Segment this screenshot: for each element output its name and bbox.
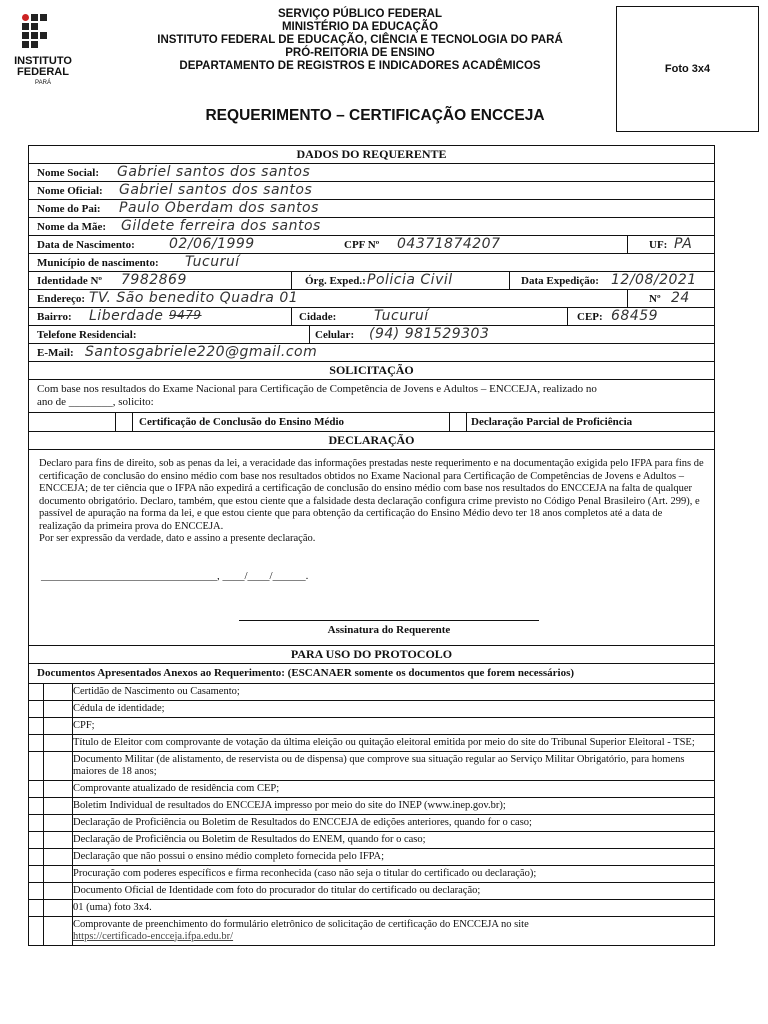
field-nome-oficial[interactable]: Gabriel santos dos santos: [119, 182, 313, 198]
document-item-label: Comprovante de preenchimento do formulário eletrônico de solicitação de certificação do ENCCEJA no site: [73, 918, 529, 930]
document-checkbox[interactable]: [43, 752, 73, 780]
field-data-expedicao[interactable]: 12/08/2021: [611, 272, 697, 288]
document-item-label: Cédula de identidade;: [73, 702, 165, 714]
ifpa-logo: [8, 10, 78, 90]
date-place-line[interactable]: ________________________________, ____/____/______.: [41, 569, 309, 582]
document-checkbox[interactable]: [43, 735, 73, 751]
label-identidade: Identidade Nº: [37, 275, 103, 287]
label-endereco: Endereço:: [37, 293, 86, 305]
document-item-label: 01 (uma) foto 3x4.: [73, 901, 152, 913]
option-certificacao-label: Certificação de Conclusão do Ensino Médio: [139, 416, 345, 428]
document-checkbox[interactable]: [43, 832, 73, 848]
header-line: DEPARTAMENTO DE REGISTROS E INDICADORES ACADÊMICOS: [179, 60, 541, 72]
logo-title: INSTITUTO FEDERAL: [14, 55, 72, 78]
solicitacao-options: [29, 412, 714, 432]
document-checkbox[interactable]: [43, 798, 73, 814]
logo-subtitle: PARÁ: [35, 80, 51, 86]
request-form: [28, 145, 715, 946]
section-title-solicitacao: SOLICITAÇÃO: [29, 362, 714, 380]
document-checkbox[interactable]: [43, 781, 73, 797]
document-item: [29, 866, 714, 883]
field-nome-social[interactable]: Gabriel santos dos santos: [117, 164, 311, 180]
field-identidade[interactable]: 7982869: [121, 272, 187, 288]
solicitacao-line-1: Com base nos resultados do Exame Nacional para Certificação de Competência de Jovens e Adultos – ENCCEJA, realizado no: [37, 383, 597, 395]
institution-lines: [100, 8, 620, 73]
field-cpf[interactable]: 04371874207: [397, 236, 501, 252]
document-item: [29, 718, 714, 735]
document-item-label: Documento Oficial de Identidade com foto do procurador do titular do certificado ou declaração;: [73, 884, 481, 896]
row-nascimento-cpf: [29, 236, 714, 254]
declaracao-text: [29, 450, 714, 550]
document-item-label: Procuração com poderes específicos e firma reconhecida (caso não seja o titular do certificado ou declaração);: [73, 867, 537, 879]
document-item-label: CPF;: [73, 719, 95, 731]
section-title-requerente: DADOS DO REQUERENTE: [29, 146, 714, 164]
section-title-declaracao: DECLARAÇÃO: [29, 432, 714, 450]
field-uf[interactable]: PA: [674, 236, 693, 252]
document-checkbox[interactable]: [43, 815, 73, 831]
page-title: REQUERIMENTO – CERTIFICAÇÃO ENCCEJA: [205, 107, 545, 124]
checkbox-certificacao[interactable]: [116, 413, 133, 431]
signature-label: Assinatura do Requerente: [327, 623, 451, 636]
document-checkbox[interactable]: [43, 718, 73, 734]
field-bairro-struck: 9479: [169, 308, 202, 322]
document-item: [29, 917, 714, 945]
row-endereco: [29, 290, 714, 308]
declaracao-paragraph: Declaro para fins de direito, sob as penas da lei, a veracidade das informações prestadas neste requerimento e na documentação exigida pelo IFPA para fins de certificação de conclusão do ensino médio com base nos resultados obtidos no Exame Nacional para Certificação de Competências de Jovens e Adultos – ENCCEJA; de ter ciência que o IFPA não expedirá a certificação de conclusão do ensino médio com base nos resultados do ENCCEJA na falta de qualquer documento obrigatório. Declaro, também, que estou ciente que a falsidade desta declaração configura crime previsto no Código Penal Brasileiro (Art. 299), e passível de apuração na forma da lei, e que estou ciente que para obtenção da certificação do Ensino Médio devo ter 18 anos completos até a data de realização da primeira prova do ENCCEJA.: [39, 458, 704, 532]
row-nome-mae: [29, 218, 714, 236]
row-bairro-cidade-cep: [29, 308, 714, 326]
signature-line[interactable]: [239, 620, 539, 621]
document-header: [0, 0, 768, 140]
document-item-label: Declaração de Proficiência ou Boletim de Resultados do ENEM, quando for o caso;: [73, 833, 426, 845]
header-line: INSTITUTO FEDERAL DE EDUCAÇÃO, CIÊNCIA E TECNOLOGIA DO PARÁ: [157, 34, 563, 46]
row-identidade: [29, 272, 714, 290]
option-declaracao-parcial-label: Declaração Parcial de Proficiência: [471, 416, 633, 428]
logo-grid-icon: [22, 14, 52, 50]
document-checkbox[interactable]: [43, 701, 73, 717]
field-email[interactable]: Santosgabriele220@gmail.com: [85, 344, 318, 360]
row-email: [29, 344, 714, 362]
document-item-label: Documento Militar (de alistamento, de reservista ou de dispensa) que comprove sua situação regular ao Serviço Militar Obrigatório, para homens maiores de 18 anos;: [73, 753, 685, 777]
document-checkbox[interactable]: [43, 866, 73, 882]
document-item: [29, 701, 714, 718]
header-line: PRÓ-REITORIA DE ENSINO: [285, 47, 435, 59]
label-nome-social: Nome Social:: [37, 167, 100, 179]
row-nome-oficial: [29, 182, 714, 200]
document-item: [29, 798, 714, 815]
solicitacao-line-2: ano de ________, solicito:: [37, 396, 154, 408]
document-item: [29, 900, 714, 917]
document-item: [29, 781, 714, 798]
document-checkbox[interactable]: [43, 849, 73, 865]
document-item-label: Boletim Individual de resultados do ENCCEJA impresso por meio do site do INEP (www.inep.gov.br);: [73, 799, 506, 811]
encceja-site-link[interactable]: https://certificado-encceja.ifpa.edu.br/: [73, 930, 234, 942]
label-telefone: Telefone Residencial:: [37, 329, 137, 341]
section-title-protocolo: PARA USO DO PROTOCOLO: [29, 646, 714, 664]
documents-list: [29, 684, 714, 945]
label-data-nascimento: Data de Nascimento:: [37, 239, 135, 251]
row-municipio: [29, 254, 714, 272]
field-nome-pai[interactable]: Paulo Oberdam dos santos: [119, 200, 319, 216]
document-checkbox[interactable]: [43, 917, 73, 945]
label-bairro: Bairro:: [37, 311, 72, 323]
document-checkbox[interactable]: [43, 900, 73, 916]
document-item: [29, 832, 714, 849]
field-endereco[interactable]: TV. São benedito Quadra 01: [89, 290, 299, 306]
label-orgao-exped: Órg. Exped.:: [305, 275, 366, 287]
header-line: MINISTÉRIO DA EDUCAÇÃO: [281, 21, 439, 33]
field-celular[interactable]: (94) 981529303: [369, 326, 490, 342]
label-nome-oficial: Nome Oficial:: [37, 185, 103, 197]
document-item-label: Certidão de Nascimento ou Casamento;: [73, 685, 240, 697]
document-item: [29, 849, 714, 866]
label-email: E-Mail:: [37, 347, 74, 359]
signature-block: [29, 550, 714, 646]
header-line: SERVIÇO PÚBLICO FEDERAL: [278, 8, 442, 20]
label-nome-pai: Nome do Pai:: [37, 203, 101, 215]
field-numero[interactable]: 24: [671, 290, 690, 306]
label-municipio: Município de nascimento:: [37, 257, 159, 269]
protocolo-intro: Documentos Apresentados Anexos ao Requerimento: (ESCANAER somente os documentos que forem necessários): [29, 664, 714, 684]
label-data-expedicao: Data Expedição:: [521, 275, 599, 287]
row-telefones: [29, 326, 714, 344]
document-item: [29, 684, 714, 701]
document-item: [29, 735, 714, 752]
document-item-label: Título de Eleitor com comprovante de votação da última eleição ou quitação eleitoral emitida por meio do site do Tribunal Superior Eleitoral - TSE;: [73, 736, 695, 748]
photo-label: Foto 3x4: [664, 63, 711, 75]
document-item: [29, 752, 714, 781]
row-nome-pai: [29, 200, 714, 218]
document-item: [29, 883, 714, 900]
document-item-label: Declaração de Proficiência ou Boletim de Resultados do ENCCEJA de edições anteriores, quando for o caso;: [73, 816, 532, 828]
document-checkbox[interactable]: [43, 684, 73, 700]
document-checkbox[interactable]: [43, 883, 73, 899]
field-cidade[interactable]: Tucuruí: [374, 308, 429, 324]
label-nome-mae: Nome da Mãe:: [37, 221, 107, 233]
field-bairro[interactable]: Liberdade: [89, 308, 164, 324]
field-cep[interactable]: 68459: [611, 308, 659, 324]
declaracao-closing: Por ser expressão da verdade, dato e assino a presente declaração.: [39, 533, 316, 544]
row-nome-social: [29, 164, 714, 182]
solicitacao-text: [29, 380, 714, 412]
photo-box: [616, 6, 759, 132]
label-celular: Celular:: [315, 329, 355, 341]
label-numero: Nº: [649, 293, 661, 305]
document-item-label: Comprovante atualizado de residência com CEP;: [73, 782, 280, 794]
field-municipio[interactable]: Tucuruí: [185, 254, 240, 270]
field-nome-mae[interactable]: Gildete ferreira dos santos: [121, 218, 321, 234]
checkbox-declaracao-parcial[interactable]: [449, 413, 467, 431]
document-item-label: Declaração que não possui o ensino médio completo fornecida pelo IFPA;: [73, 850, 385, 862]
field-orgao-exped[interactable]: Policia Civil: [367, 272, 453, 288]
label-uf: UF:: [649, 239, 668, 251]
label-cpf: CPF Nº: [344, 239, 380, 251]
document-item: [29, 815, 714, 832]
field-data-nascimento[interactable]: 02/06/1999: [169, 236, 255, 252]
label-cidade: Cidade:: [299, 311, 337, 323]
label-cep: CEP:: [577, 311, 603, 323]
